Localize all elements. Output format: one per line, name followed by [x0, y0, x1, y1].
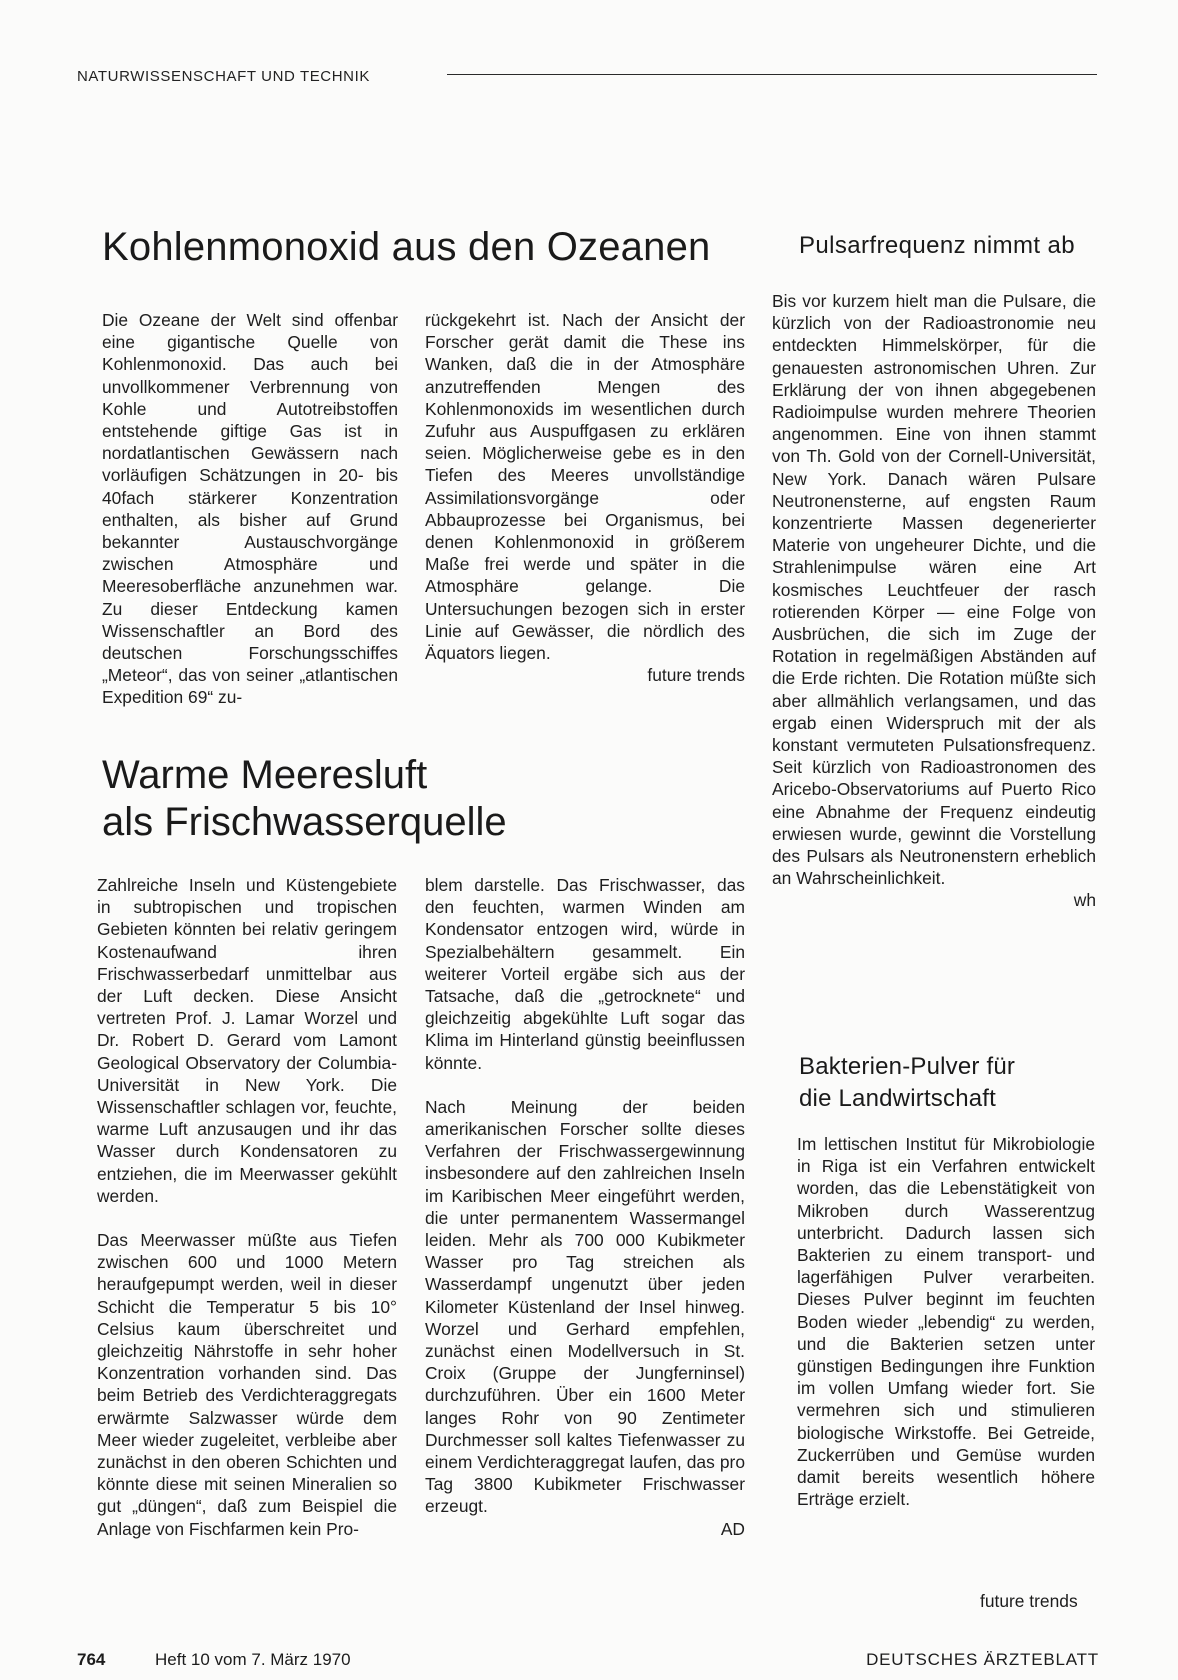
title-line: als Frischwasserquelle	[102, 800, 507, 844]
article-title-kohlenmonoxid: Kohlenmonoxid aus den Ozeanen	[102, 225, 711, 269]
signature: wh	[1073, 890, 1096, 911]
article-title-meeresluft	[102, 752, 507, 846]
title-line: Warme Meeresluft	[102, 753, 428, 797]
article-title-bakterien	[799, 1051, 1015, 1115]
article-meeresluft-column-2	[425, 874, 745, 1540]
paragraph: Im lettischen Institut für Mikrobiologie in Riga ist ein Verfahren entwickelt worden, das die Lebenstätigkeit von Mikroben durch Wasserentzug unterbricht. Dadurch lassen sich Bakterien zu einem transport- und lagerfähigen Pulver verarbeiten. Dieses Pulver beginnt im feuchten Boden wieder „lebendig“ zu werden, und die Bakterien setzen unter günstigen Bedingungen ihre Funktion im vollen Umfang wieder fort. Sie vermehren sich und stimulieren biologische Wirkstoffe. Bei Getreide, Zuckerrüben und Gemüse wurden damit bereits wesentlich höhere Erträge erzielt.	[797, 1134, 1095, 1510]
signature: AD	[720, 1518, 745, 1539]
journal-name: DEUTSCHES ÄRZTEBLATT	[866, 1650, 1099, 1669]
paragraph: blem darstelle. Das Frischwasser, das den feuchten, warmen Winden am Kondensator entzogen wird, würde in Spezialbehältern gesammelt. Ein weiterer Vorteil ergäbe sich aus der Tatsache, daß die „getrocknete“ und gleichzeitig abgekühlte Luft sogar das Klima im Hinterland günstig beeinflussen könnte.	[425, 875, 745, 1073]
paragraph: rückgekehrt ist. Nach der Ansicht der Forscher gerät damit die These ins Wanken, daß die in der Atmosphäre anzutreffenden Mengen des Kohlenmonoxids im wesentlichen durch Zufuhr aus Auspuffgasen zu erklären seien. Möglicherweise gebe es in den Tiefen des Meeres unvollständige Assimilationsvorgänge oder Abbauprozesse bei Organismus, bei denen Kohlenmonoxid in größerem Maße frei werde und später in die Atmosphäre gelange. Die Untersuchungen bezogen sich in erster Linie auf Gewässer, die nördlich des Äquators liegen.	[425, 310, 745, 664]
running-head	[77, 68, 1097, 92]
article-pulsar-body	[772, 290, 1096, 912]
paragraph: Zahlreiche Inseln und Küstengebiete in subtropischen und tropischen Gebieten könnten bei relativ geringem Kostenaufwand ihren Frischwasserbedarf unmittelbar aus der Luft decken. Diese Ansicht vertreten Prof. J. Lamar Worzel und Dr. Robert D. Gerard vom Lamont Geological Observatory der Columbia-Universität in New York. Die Wissenschaftler schlagen vor, feuchte, warme Luft anzusaugen und ihr das Wasser durch Kondensatoren zu entziehen, die im Meerwasser gekühlt werden.	[97, 875, 397, 1206]
section-label: NATURWISSENSCHAFT UND TECHNIK	[77, 68, 378, 85]
paragraph: Nach Meinung der beiden amerikanischen Forscher sollte dieses Verfahren der Frischwassergewinnung insbesondere auf den zahlreichen Inseln im Karibischen Meer eingeführt werden, die unter permanentem Wassermangel leiden. Mehr als 700 000 Kubikmeter Wasser pro Tag streichen als Wasserdampf ungenutzt über jeden Kilometer Küstenland der Insel hinweg. Worzel und Gerhard empfehlen, zunächst einen Modellversuch in St. Croix (Gruppe der Jungferninsel) durchzuführen. Über ein 1600 Meter langes Rohr von 90 Zentimeter Durchmesser soll kaltes Tiefenwasser zu einem Verdichteraggregat laufen, das pro Tag 3800 Kubikmeter Frischwasser erzeugt.	[425, 1096, 745, 1517]
page-number: 764	[77, 1650, 106, 1669]
article-meeresluft-column-1	[97, 874, 397, 1540]
signature: future trends	[647, 665, 745, 686]
article-kohlenmonoxid-column-1	[102, 309, 398, 709]
paragraph: Die Ozeane der Welt sind offenbar eine gigantische Quelle von Kohlenmonoxid. Das auch bei unvollkommener Verbrennung von Kohle und Autotreibstoffen entstehende giftige Gas ist in nordatlantischen Gewässern nach vorläufigen Schätzungen in 20- bis 40fach stärkerer Konzentration enthalten, als bisher auf Grund bekannter Austauschvorgänge zwischen Atmosphäre und Meeresoberfläche anzunehmen war. Zu dieser Entdeckung kamen Wissenschaftler an Bord des deutschen Forschungsschiffes „Meteor“, das von seiner „atlantischen Expedition 69“ zu-	[102, 310, 398, 708]
article-bakterien-body	[797, 1133, 1095, 1510]
article-kohlenmonoxid-column-2	[425, 309, 745, 686]
signature: future trends	[980, 1591, 1078, 1611]
title-line: Bakterien-Pulver für	[799, 1053, 1016, 1080]
issue-info: Heft 10 vom 7. März 1970	[155, 1650, 351, 1669]
header-rule	[447, 74, 1097, 75]
paragraph: Das Meerwasser müßte aus Tiefen zwischen 600 und 1000 Metern heraufgepumpt werden, weil in dieser Schicht die Temperatur 5 bis 10° Celsius kaum überschreitet und gleichzeitig Nährstoffe in sehr hoher Konzentration vorhanden sind. Das beim Betrieb des Verdichteraggregats erwärmte Salzwasser würde dem Meer wieder zugeleitet, verbleibe aber zunächst in den oberen Schichten und könnte diese mit seinen Mineralien so gut „düngen“, daß zum Beispiel die Anlage von Fischfarmen kein Pro-	[97, 1230, 397, 1539]
article-title-pulsar: Pulsarfrequenz nimmt ab	[799, 232, 1075, 259]
title-line: die Landwirtschaft	[799, 1085, 997, 1112]
paragraph: Bis vor kurzem hielt man die Pulsare, die kürzlich von der Radioastronomie neu entdeckten Himmelskörper, für die genauesten astronomischen Uhren. Zur Erklärung der von ihnen abgegebenen Radioimpulse wurden mehrere Theorien angenommen. Eine von ihnen stammt von Th. Gold von der Cornell-Universität, New York. Danach wären Pulsare Neutronensterne, auf engsten Raum konzentrierte Massen degenerierter Materie von ungeheurer Dichte, und die Strahlenimpulse wären eine Art kosmisches Leuchtfeuer der rasch rotierenden Körper — eine Folge von Ausbrüchen, die sich im Zuge der Rotation in regelmäßigen Abständen auf die Erde richten. Die Rotation müßte sich aber allmählich verlangsamen, und das ergab einen Widerspruch mit der als konstant vermuteten Pulsationsfrequenz. Seit kürzlich von Radioastronomen des Aricebo-Observatoriums auf Puerto Rico eine Abnahme der Frequenz eindeutig erwiesen wurde, gewinnt die Vorstellung des Pulsars als Neutronenstern erheblich an Wahrscheinlichkeit.	[772, 291, 1096, 889]
